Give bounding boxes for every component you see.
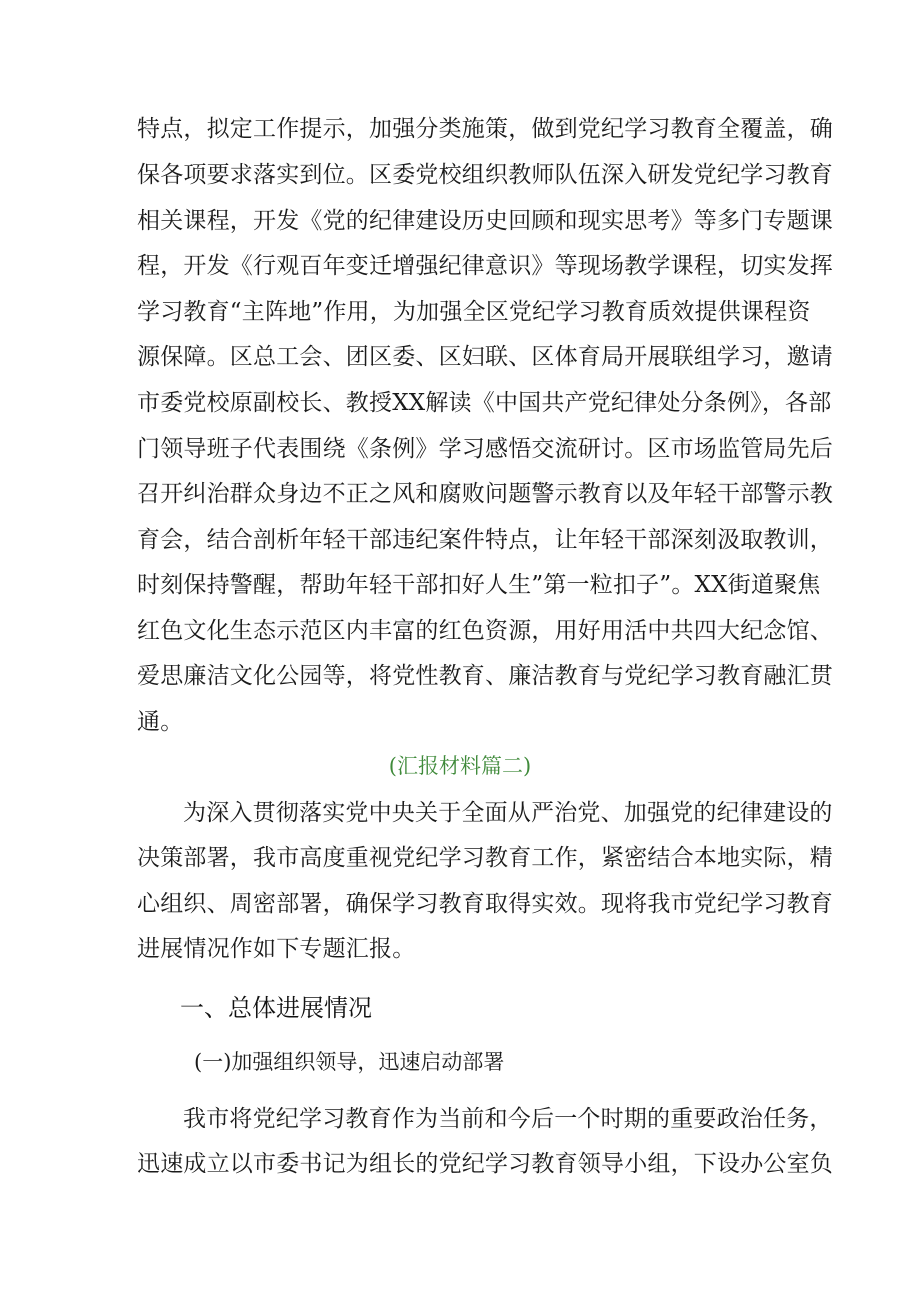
paragraph-2-line-3: 心组织、周密部署，确保学习教育取得实效。现将我市党纪学习教育 — [137, 891, 833, 917]
paragraph-1-line-6: 源保障。区总工会、团区委、区妇联、区体育局开展联组学习，邀请 — [137, 344, 833, 370]
paragraph-1-line-13: 爱思廉洁文化公园等，将党性教育、廉洁教育与党纪学习教育融汇贯 — [137, 663, 833, 689]
paragraph-1-line-11: 时刻保持警醒，帮助年轻干部扣好人生”第一粒扣子”。XX街道聚焦 — [137, 572, 821, 598]
paragraph-3-line-1: 我市将党纪学习教育作为当前和今后一个时期的重要政治任务， — [183, 1106, 833, 1132]
paragraph-1-line-12: 红色文化生态示范区内丰富的红色资源，用好用活中共四大纪念馆、 — [137, 618, 833, 644]
part-heading: (汇报材料篇二) — [388, 754, 532, 778]
paragraph-2-line-1: 为深入贯彻落实党中央关于全面从严治党、加强党的纪律建设的 — [183, 800, 833, 826]
paragraph-1-line-2: 保各项要求落实到位。区委党校组织教师队伍深入研发党纪学习教育 — [137, 162, 833, 188]
paragraph-1-line-4: 程，开发《行观百年变迁增强纪律意识》等现场教学课程，切实发挥 — [137, 253, 833, 279]
paragraph-1-line-5: 学习教育“主阵地”作用，为加强全区党纪学习教育质效提供课程资 — [137, 299, 811, 325]
paragraph-2-line-4: 进展情况作如下专题汇报。 — [137, 936, 416, 962]
paragraph-1-line-7: 市委党校原副校长、教授XX解读《中国共产党纪律处分条例》，各部 — [137, 390, 832, 416]
paragraph-1-line-1: 特点，拟定工作提示，加强分类施策，做到党纪学习教育全覆盖，确 — [137, 116, 833, 142]
paragraph-1-line-14: 通。 — [137, 709, 184, 735]
paragraph-1-line-9: 召开纠治群众身边不正之风和腐败问题警示教育以及年轻干部警示教 — [137, 481, 833, 507]
paragraph-1-line-10: 育会，结合剖析年轻干部违纪案件特点，让年轻干部深刻汲取教训， — [137, 527, 833, 553]
paragraph-1-line-3: 相关课程，开发《党的纪律建设历史回顾和现实思考》等多门专题课 — [137, 208, 833, 234]
paragraph-1-line-8: 门领导班子代表围绕《条例》学习感悟交流研讨。区市场监管局先后 — [137, 436, 833, 462]
sub-heading: (一)加强组织领导，迅速启动部署 — [194, 1050, 505, 1074]
paragraph-2-line-2: 决策部署，我市高度重视党纪学习教育工作，紧密结合本地实际，精 — [137, 845, 833, 871]
section-heading: 一、总体进展情况 — [180, 994, 372, 1022]
paragraph-3-line-2: 迅速成立以市委书记为组长的党纪学习教育领导小组，下设办公室负 — [137, 1151, 833, 1177]
